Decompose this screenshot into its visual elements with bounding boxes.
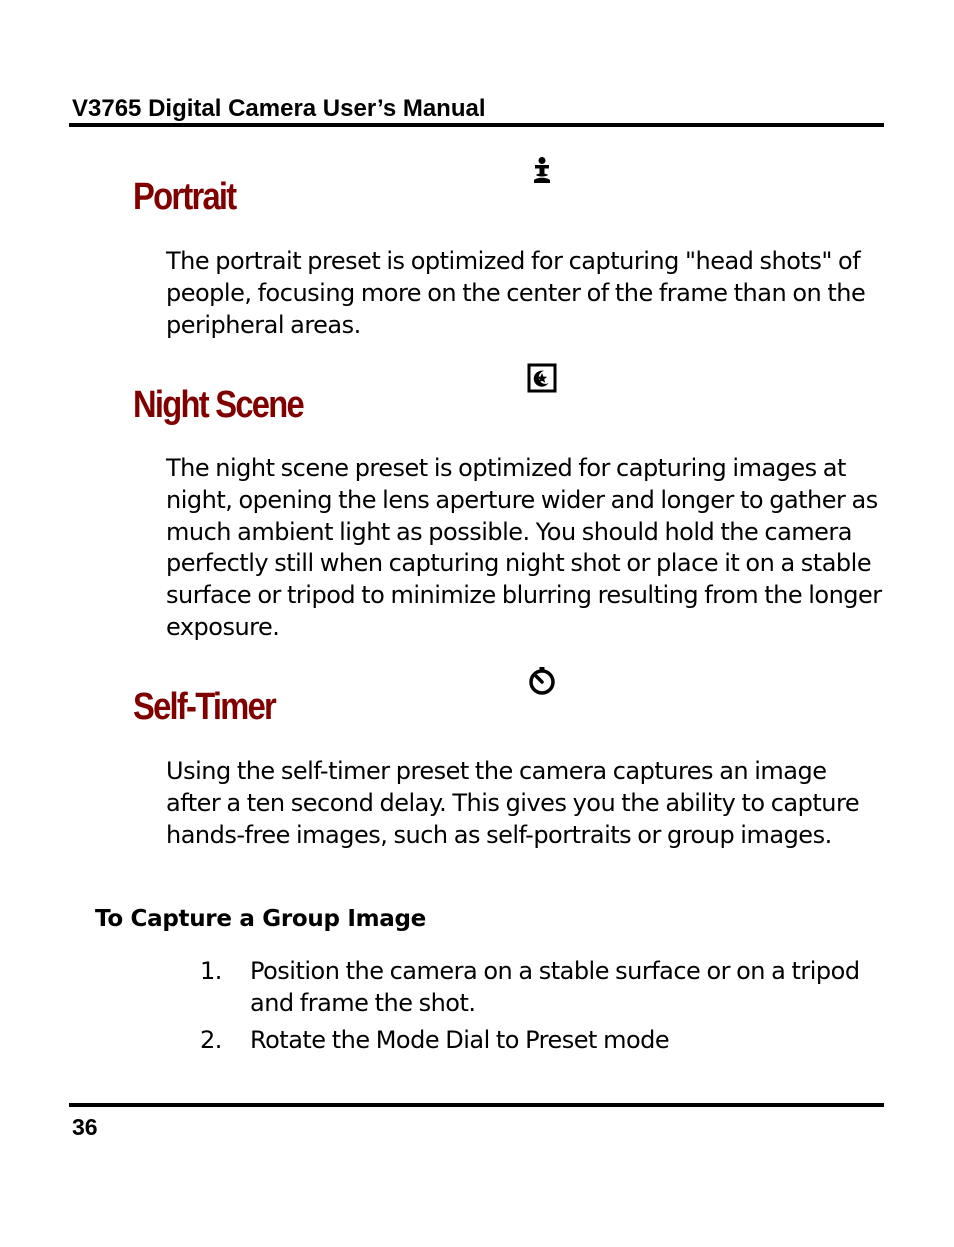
step-text: Rotate the Mode Dial to Preset mode (250, 1025, 670, 1054)
self-timer-description: Using the self-timer preset the camera captures an image after a ten second delay. This gives you the ability to capture hands-free images, such as self-portraits or group images. (166, 757, 860, 849)
portrait-description: The portrait preset is optimized for capturing "head shots" of people, focusing more on the center of the frame than on the peripheral areas. (166, 247, 866, 339)
list-item (200, 1025, 890, 1057)
self-timer-heading: Self-Timer (133, 686, 276, 728)
group-capture-heading: To Capture a Group Image (95, 906, 426, 932)
night-scene-heading: Night Scene (133, 384, 303, 426)
list-item (200, 956, 890, 1020)
step-text: Position the camera on a stable surface or on a tripod and frame the shot. (250, 957, 860, 1017)
portrait-icon (527, 156, 557, 186)
self-timer-icon (527, 666, 557, 696)
group-capture-steps (200, 956, 890, 1061)
night-scene-description: The night scene preset is optimized for capturing images at night, opening the lens aperture wider and longer to gather as much ambient light as possible. You should hold the camera perfectly still when capturing night shot or place it on a stable surface or tripod to minimize blurring resulting from the longer exposure. (166, 454, 882, 641)
step-number: 1. (200, 957, 222, 985)
header-rule (69, 123, 884, 127)
page-number: 36 (72, 1114, 98, 1140)
portrait-heading: Portrait (133, 176, 236, 218)
footer-rule (69, 1103, 884, 1107)
step-number: 2. (200, 1025, 222, 1054)
manual-title: V3765 Digital Camera User’s Manual (72, 95, 486, 122)
night-scene-icon (527, 363, 557, 393)
